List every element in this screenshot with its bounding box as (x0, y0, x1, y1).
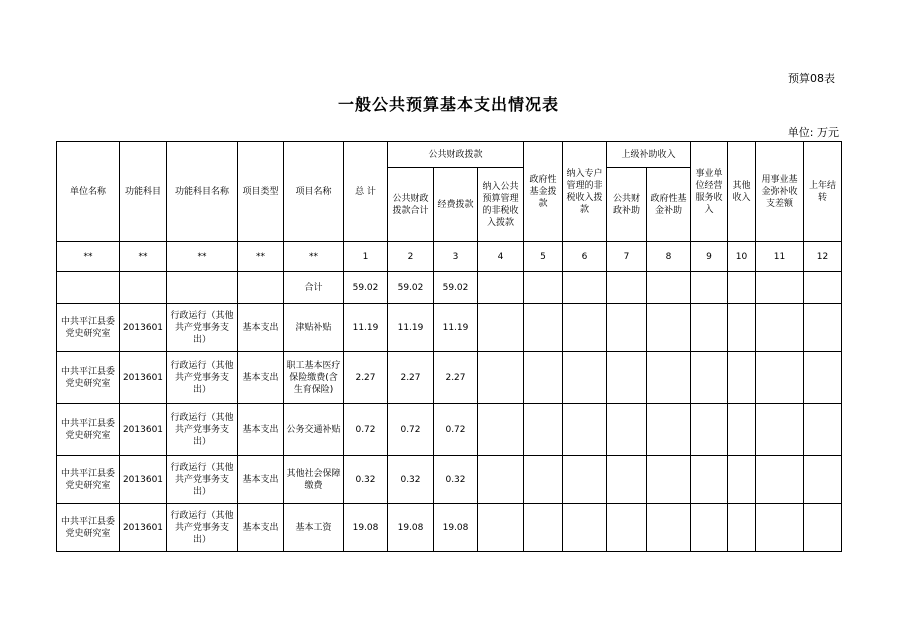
empty-cell (804, 456, 842, 504)
func-name-cell: 行政运行（其他共产党事务支出） (167, 352, 238, 404)
empty-cell (478, 504, 524, 552)
empty-cell (647, 352, 691, 404)
unit-name-cell: 中共平江县委党史研究室 (57, 456, 120, 504)
empty-cell (563, 456, 607, 504)
item-type-cell: 基本支出 (238, 304, 284, 352)
index-row (57, 242, 842, 272)
header-item-type: 项目类型 (238, 142, 284, 242)
pf-subtotal-cell: 11.19 (388, 304, 434, 352)
unit-name-cell: 中共平江县委党史研究室 (57, 352, 120, 404)
item-name-cell: 公务交通补贴 (284, 404, 344, 456)
header-other-income: 其他收入 (728, 142, 756, 242)
index-cell: 11 (756, 242, 804, 272)
func-code-cell: 2013601 (120, 304, 167, 352)
empty-cell (607, 404, 647, 456)
header-special-nontax: 纳入专户管理的非税收入拨款 (563, 142, 607, 242)
pf-operating-cell: 0.72 (434, 404, 478, 456)
index-cell: 8 (647, 242, 691, 272)
empty-cell (238, 272, 284, 304)
func-code-cell: 2013601 (120, 456, 167, 504)
empty-cell (756, 404, 804, 456)
empty-cell (563, 272, 607, 304)
index-cell: 4 (478, 242, 524, 272)
total-row (57, 272, 842, 304)
empty-cell (804, 404, 842, 456)
index-cell: 7 (607, 242, 647, 272)
empty-cell (524, 304, 563, 352)
table-row (57, 304, 842, 352)
pf-operating-cell: 0.32 (434, 456, 478, 504)
func-code-cell: 2013601 (120, 352, 167, 404)
header-row-1 (57, 142, 842, 168)
total-cell: 0.72 (344, 404, 388, 456)
index-cell: ** (120, 242, 167, 272)
empty-cell (756, 504, 804, 552)
header-pf-subtotal: 公共财政拨款合计 (388, 168, 434, 242)
index-cell: 3 (434, 242, 478, 272)
empty-cell (524, 404, 563, 456)
empty-cell (647, 456, 691, 504)
header-sup-gov-fund: 政府性基金补助 (647, 168, 691, 242)
empty-cell (691, 456, 728, 504)
header-business-income: 事业单位经营服务收入 (691, 142, 728, 242)
total-pf-operating: 59.02 (434, 272, 478, 304)
empty-cell (804, 352, 842, 404)
item-name-cell: 基本工资 (284, 504, 344, 552)
empty-cell (728, 304, 756, 352)
index-cell: 9 (691, 242, 728, 272)
header-sup-public: 公共财政补助 (607, 168, 647, 242)
empty-cell (691, 304, 728, 352)
table-row (57, 456, 842, 504)
header-carryover: 上年结转 (804, 142, 842, 242)
pf-subtotal-cell: 19.08 (388, 504, 434, 552)
empty-cell (728, 352, 756, 404)
header-item-name: 项目名称 (284, 142, 344, 242)
empty-cell (524, 504, 563, 552)
pf-subtotal-cell: 0.72 (388, 404, 434, 456)
empty-cell (691, 352, 728, 404)
empty-cell (647, 404, 691, 456)
item-type-cell: 基本支出 (238, 352, 284, 404)
total-cell: 19.08 (344, 504, 388, 552)
empty-cell (524, 456, 563, 504)
total-value: 59.02 (344, 272, 388, 304)
empty-cell (728, 504, 756, 552)
table-row (57, 404, 842, 456)
empty-cell (607, 304, 647, 352)
header-public-finance: 公共财政拨款 (388, 142, 524, 168)
total-label: 合计 (284, 272, 344, 304)
empty-cell (478, 304, 524, 352)
empty-cell (167, 272, 238, 304)
pf-operating-cell: 2.27 (434, 352, 478, 404)
empty-cell (478, 352, 524, 404)
unit-name-cell: 中共平江县委党史研究室 (57, 304, 120, 352)
empty-cell (563, 404, 607, 456)
index-cell: 2 (388, 242, 434, 272)
pf-operating-cell: 19.08 (434, 504, 478, 552)
empty-cell (756, 456, 804, 504)
empty-cell (120, 272, 167, 304)
header-pf-operating: 经费拨款 (434, 168, 478, 242)
header-unit-name: 单位名称 (57, 142, 120, 242)
item-name-cell: 职工基本医疗保险缴费(含生育保险) (284, 352, 344, 404)
total-cell: 2.27 (344, 352, 388, 404)
index-cell: ** (284, 242, 344, 272)
item-name-cell: 津贴补贴 (284, 304, 344, 352)
empty-cell (57, 272, 120, 304)
unit-name-cell: 中共平江县委党史研究室 (57, 404, 120, 456)
index-cell: 5 (524, 242, 563, 272)
pf-operating-cell: 11.19 (434, 304, 478, 352)
form-number: 预算08表 (788, 72, 835, 85)
item-type-cell: 基本支出 (238, 456, 284, 504)
index-cell: ** (238, 242, 284, 272)
empty-cell (756, 304, 804, 352)
empty-cell (691, 272, 728, 304)
header-total: 总 计 (344, 142, 388, 242)
table-row (57, 504, 842, 552)
header-business-fund: 用事业基金弥补收支差额 (756, 142, 804, 242)
func-name-cell: 行政运行（其他共产党事务支出） (167, 304, 238, 352)
header-gov-fund: 政府性基金拨款 (524, 142, 563, 242)
func-name-cell: 行政运行（其他共产党事务支出） (167, 504, 238, 552)
empty-cell (524, 272, 563, 304)
empty-cell (804, 272, 842, 304)
empty-cell (728, 404, 756, 456)
func-name-cell: 行政运行（其他共产党事务支出） (167, 404, 238, 456)
budget-table (56, 141, 842, 552)
empty-cell (524, 352, 563, 404)
empty-cell (563, 504, 607, 552)
index-cell: ** (57, 242, 120, 272)
page-title: 一般公共预算基本支出情况表 (337, 95, 559, 114)
empty-cell (607, 456, 647, 504)
empty-cell (607, 272, 647, 304)
total-pf-subtotal: 59.02 (388, 272, 434, 304)
pf-subtotal-cell: 0.32 (388, 456, 434, 504)
item-name-cell: 其他社会保障缴费 (284, 456, 344, 504)
func-name-cell: 行政运行（其他共产党事务支出） (167, 456, 238, 504)
empty-cell (756, 272, 804, 304)
empty-cell (756, 352, 804, 404)
unit-name-cell: 中共平江县委党史研究室 (57, 504, 120, 552)
header-func-code: 功能科目 (120, 142, 167, 242)
func-code-cell: 2013601 (120, 504, 167, 552)
empty-cell (647, 504, 691, 552)
empty-cell (563, 352, 607, 404)
empty-cell (691, 504, 728, 552)
pf-subtotal-cell: 2.27 (388, 352, 434, 404)
header-func-name: 功能科目名称 (167, 142, 238, 242)
empty-cell (478, 456, 524, 504)
table-row (57, 352, 842, 404)
unit-label: 单位: 万元 (787, 126, 839, 139)
index-cell: 6 (563, 242, 607, 272)
header-superior-subsidy: 上级补助收入 (607, 142, 691, 168)
empty-cell (478, 404, 524, 456)
empty-cell (607, 352, 647, 404)
empty-cell (478, 272, 524, 304)
total-cell: 11.19 (344, 304, 388, 352)
empty-cell (563, 304, 607, 352)
index-cell: 1 (344, 242, 388, 272)
empty-cell (728, 456, 756, 504)
empty-cell (607, 504, 647, 552)
total-cell: 0.32 (344, 456, 388, 504)
index-cell: 12 (804, 242, 842, 272)
index-cell: 10 (728, 242, 756, 272)
header-pf-nontax: 纳入公共预算管理的非税收入拨款 (478, 168, 524, 242)
empty-cell (728, 272, 756, 304)
func-code-cell: 2013601 (120, 404, 167, 456)
index-cell: ** (167, 242, 238, 272)
empty-cell (647, 272, 691, 304)
empty-cell (647, 304, 691, 352)
item-type-cell: 基本支出 (238, 504, 284, 552)
empty-cell (804, 304, 842, 352)
empty-cell (804, 504, 842, 552)
item-type-cell: 基本支出 (238, 404, 284, 456)
empty-cell (691, 404, 728, 456)
